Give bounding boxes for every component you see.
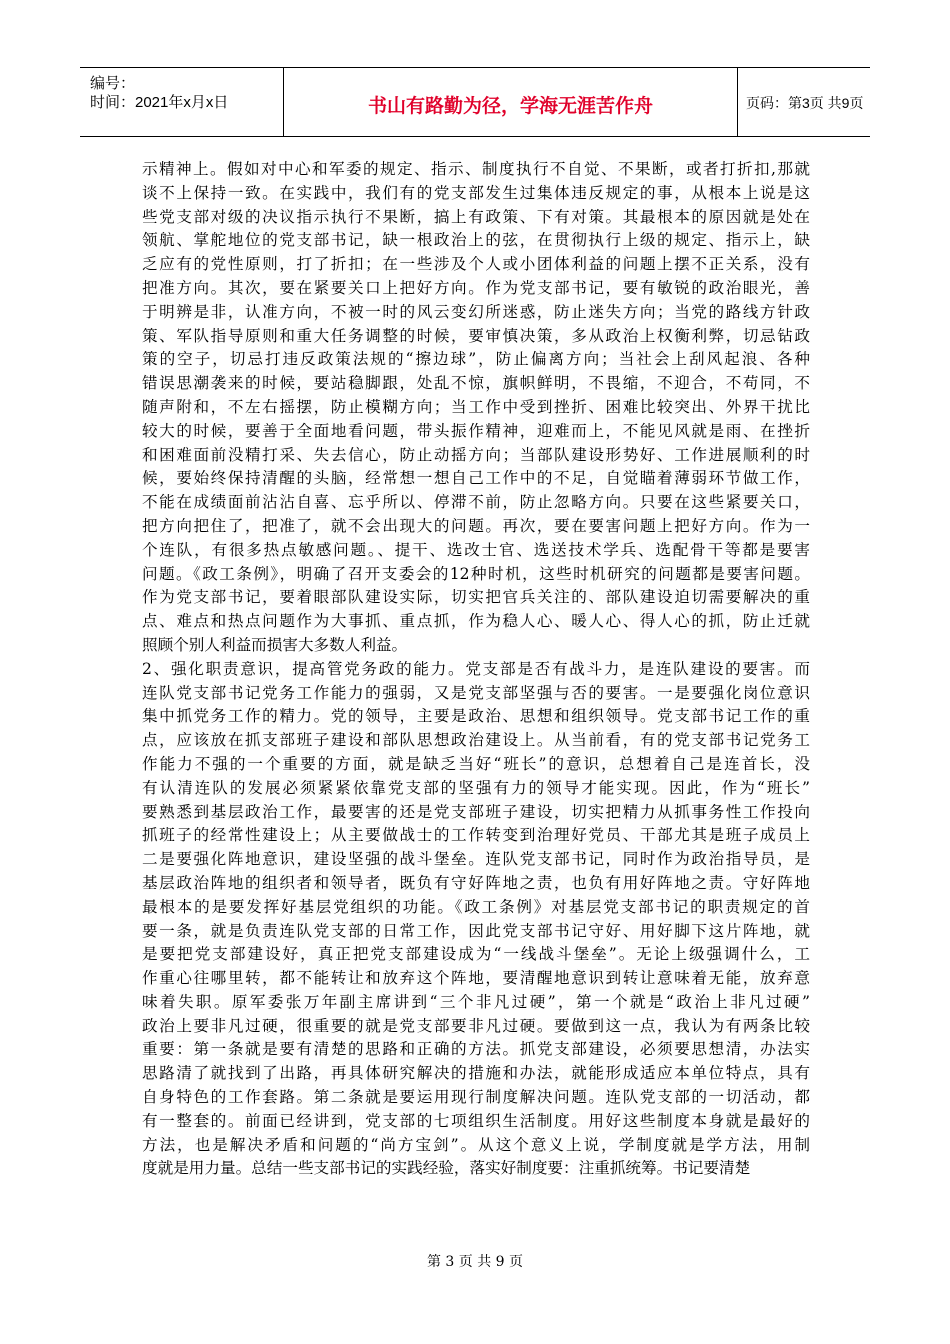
text-line: 连队党支部书记党务工作能力的强弱，又是党支部坚强与否的要害。一是要强化岗位意识 <box>142 683 810 702</box>
header-motto-cell <box>284 68 738 136</box>
text-line: 抓班子的经常性建设上；从主要做战士的工作转变到治理好党员、干部尤其是班子成员上 <box>142 826 810 845</box>
text-line: 和困难面前没精打采、失去信心，防止动摇方向；当部队建设形势好、工作进展顺利的时 <box>142 445 810 464</box>
text-line: 有一整套的。前面已经讲到，党支部的七项组织生活制度。用好这些制度本身就是最好的 <box>142 1111 810 1130</box>
text-line: 候，要始终保持清醒的头脑，经常想一想自己工作中的不足，自觉瞄着薄弱环节做工作， <box>142 469 810 488</box>
text-line: 问题。《政工条例》，明确了召开支委会的12种时机，这些时机研究的问题都是要害问题。 <box>142 564 810 583</box>
page-header <box>80 67 870 137</box>
text-line: 集中抓党务工作的精力。党的领导，主要是政治、思想和组织领导。党支部书记工作的重 <box>142 707 810 726</box>
text-line: 不能在成绩面前沾沾自喜、忘乎所以、停滞不前，防止忽略方向。只要在这些紧要关口， <box>142 493 810 512</box>
text-line: 点、难点和热点问题作为大事抓、重点抓，作为稳人心、暖人心、得人心的抓，防止迁就 <box>142 612 810 631</box>
header-info-cell <box>80 68 284 136</box>
text-line: 自身特色的工作套路。第二条就是要运用现行制度解决问题。连队党支部的一切活动，都 <box>142 1088 810 1107</box>
header-page-cell <box>738 68 870 136</box>
text-line: 是要把党支部建设好，真正把党支部建设成为“一线战斗堡垒”。无论上级强调什么，工 <box>142 945 810 964</box>
text-line: 策的空子，切忌打违反政策法规的“擦边球”，防止偏离方向；当社会上刮风起浪、各种 <box>142 350 810 369</box>
text-line: 些党支部对级的决议指示执行不果断，搞上有政策、下有对策。其最根本的原因就是处在 <box>142 207 810 226</box>
text-line: 味着失职。原军委张万年副主席讲到“三个非凡过硬”，第一个就是“政治上非凡过硬” <box>142 992 810 1011</box>
text-line: 政治上要非凡过硬，很重要的就是党支部要非凡过硬。要做到这一点，我认为有两条比较 <box>142 1016 810 1035</box>
document-time-label: 时间：2021年x月x日 <box>90 94 229 111</box>
text-line: 方法，也是解决矛盾和问题的“尚方宝剑”。从这个意义上说，学制度就是学方法，用制 <box>142 1135 810 1154</box>
text-line: 作为党支部书记，要着眼部队建设实际，切实把官兵关注的、部队建设迫切需要解决的重 <box>142 588 810 607</box>
text-line: 错误思潮袭来的时候，要站稳脚跟，处乱不惊，旗帜鲜明，不畏缩，不迎合，不苟同，不 <box>142 374 810 393</box>
text-line: 要一条，就是负责连队党支部的日常工作，因此党支部书记守好、用好脚下这片阵地，就 <box>142 921 810 940</box>
text-line: 二是要强化阵地意识，建设坚强的战斗堡垒。连队党支部书记，同时作为政治指导员，是 <box>142 850 810 869</box>
text-line: 乏应有的党性原则，打了折扣；在一些涉及个人或小团体利益的问题上摆不正关系，没有 <box>142 255 810 274</box>
text-line: 作重心往哪里转，都不能转让和放弃这个阵地，要清醒地意识到转让意味着无能，放弃意 <box>142 969 810 988</box>
text-line: 示精神上。假如对中心和军委的规定、指示、制度执行不自觉、不果断，或者打折扣,那就 <box>142 160 810 178</box>
text-line: 重要：第一条就是要有清楚的思路和正确的方法。抓党支部建设，必须要思想清，办法实 <box>142 1040 810 1059</box>
text-line: 点，应该放在抓支部班子建设和部队思想政治建设上。从当前看，有的党支部书记党务工 <box>142 731 810 750</box>
header-page-number: 页码：第3页 共9页 <box>746 95 864 111</box>
text-line: 个连队，有很多热点敏感问题。、提干、选改士官、选送技术学兵、选配骨干等都是要害 <box>142 540 810 559</box>
text-line: 把准方向。其次，要在紧要关口上把好方向。作为党支部书记，要有敏锐的政治眼光，善 <box>142 278 810 297</box>
text-line: 于明辨是非，认准方向，不被一时的风云变幻所迷惑，防止迷失方向；当党的路线方针政 <box>142 302 810 321</box>
text-line: 较大的时候，要善于全面地看问题，带头振作精神，迎难而上，不能见风就是雨、在挫折 <box>142 421 810 440</box>
text-line: 要熟悉到基层政治工作，最要害的还是党支部班子建设，切实把精力从抓事务性工作投向 <box>142 802 810 821</box>
text-line: 照顾个别人利益而损害大多数人利益。 <box>142 635 408 654</box>
text-line: 度就是用力量。总结一些支部书记的实践经验，落实好制度要：注重抓统筹。书记要清楚 <box>142 1159 751 1178</box>
text-line: 把方向把住了，把准了，就不会出现大的问题。再次，要在要害问题上把好方向。作为一 <box>142 516 810 535</box>
text-line: 领航、掌舵地位的党支部书记，缺一根政治上的弦，在贯彻执行上级的规定、指示上，缺 <box>142 231 810 250</box>
document-body <box>142 158 810 1181</box>
text-line: 谈不上保持一致。在实践中，我们有的党支部发生过集体违反规定的事，从根本上说是这 <box>142 183 810 202</box>
document-code-label: 编号： <box>90 75 136 92</box>
text-line: 策、军队指导原则和重大任务调整的时候，要审慎决策，多从政治上权衡利弊，切忌钻政 <box>142 326 810 345</box>
text-line: 有认清连队的发展必须紧紧依靠党支部的坚强有力的领导才能实现。因此，作为“班长” <box>142 778 810 797</box>
text-line: 思路清了就找到了出路，再具体研究解决的措施和办法，就能形成适应本单位特点，具有 <box>142 1064 810 1083</box>
page-footer: 第 3 页 共 9 页 <box>426 1254 524 1270</box>
text-line: 基层政治阵地的组织者和领导者，既负有守好阵地之责，也负有用好阵地之责。守好阵地 <box>142 873 810 892</box>
text-line: 随声附和，不左右摇摆，防止模糊方向；当工作中受到挫折、困难比较突出、外界干扰比 <box>142 397 810 416</box>
header-motto: 书山有路勤为径，学海无涯苦作舟 <box>367 95 653 117</box>
text-line: 最根本的是要发挥好基层党组织的功能。《政工条例》对基层党支部书记的职责规定的首 <box>142 897 810 916</box>
text-line: 作能力不强的一个重要的方面，就是缺乏当好“班长”的意识，总想着自己是连首长，没 <box>142 754 810 773</box>
text-line: 2、强化职责意识，提高管党务政的能力。党支部是否有战斗力，是连队建设的要害。而 <box>142 659 810 678</box>
